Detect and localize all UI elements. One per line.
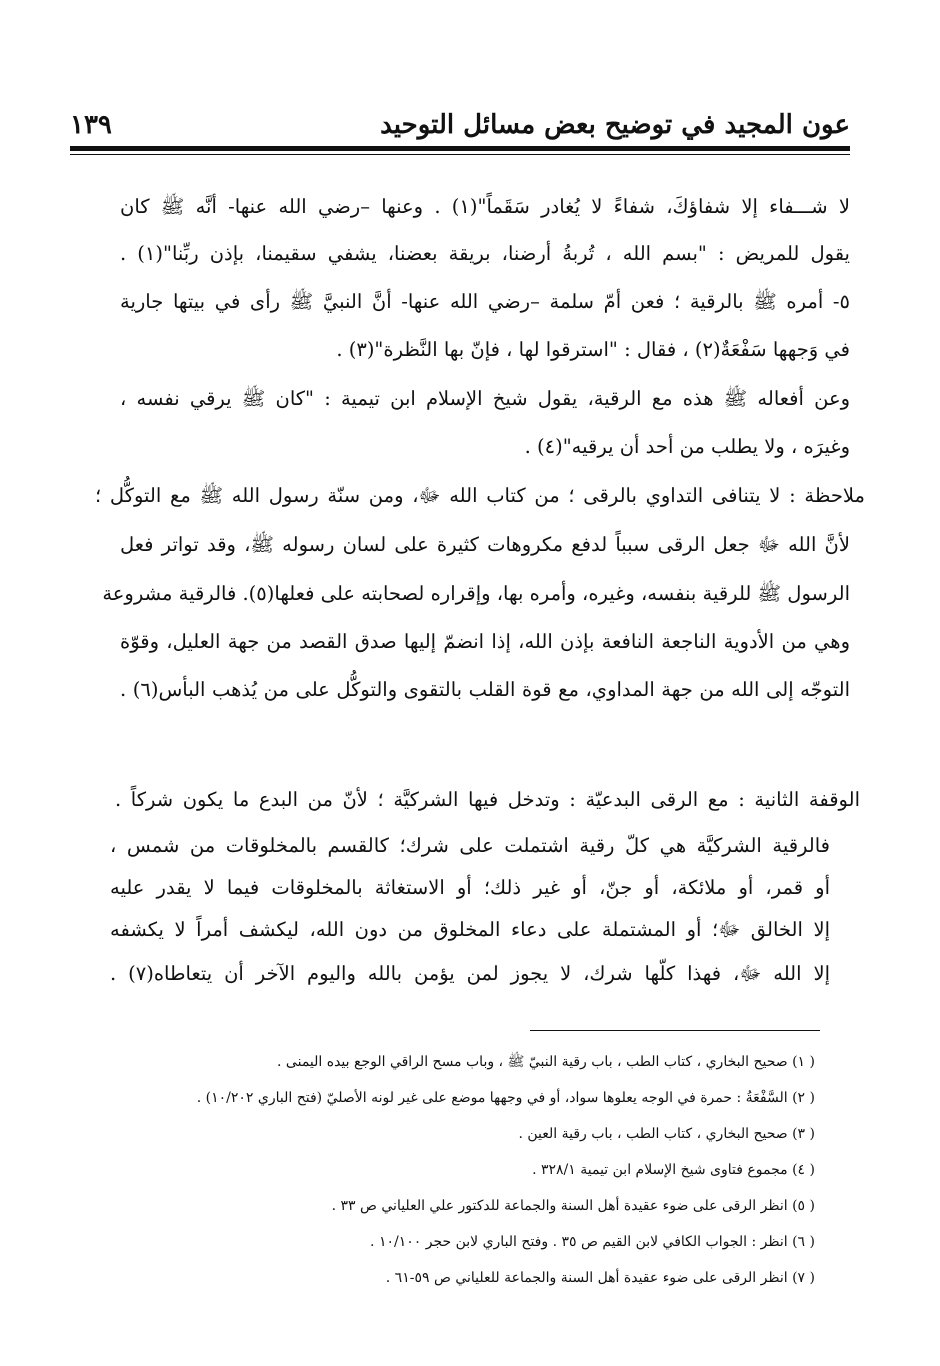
body-line: التوجّه إلى الله من جهة المداوي، مع قوة القلب بالتقوى والتوكُّل على من يُذهب البأس(٦) . xyxy=(120,678,850,701)
footnote: ( ٤) مجموع فتاوى شيخ الإسلام ابن تيمية ٣٢٨/١ . xyxy=(532,1162,815,1178)
header-rule-thick xyxy=(70,146,850,151)
footnote: ( ٣) صحيح البخاري ، كتاب الطب ، باب رقية العين . xyxy=(518,1126,815,1142)
page-header xyxy=(70,100,850,140)
body-line: يقول للمريض : "بسم الله ، تُربةُ أرضنا، بريقة بعضنا، يشفي سقيمنا، بإذن ربِّنا"(١) . xyxy=(120,242,850,265)
body-line: في وَجهها سَفْعَةٌ(٢) ، فقال : "استرقوا لها ، فإنّ بها النَّظرة"(٣) . xyxy=(336,338,850,361)
body-line: أو قمر، أو ملائكة، أو جنّ، أو غير ذلك؛ أو الاستغاثة بالمخلوقات فيما لا يقدر عليه xyxy=(110,876,830,899)
body-line: وغيرَه ، ولا يطلب من أحد أن يرقيه"(٤) . xyxy=(524,435,850,458)
header-rule-thin xyxy=(70,154,850,155)
footnote: ( ١) صحيح البخاري ، كتاب الطب ، باب رقية النبيّ ﷺ ، وباب مسح الراقي الوجع بيده اليمنى . xyxy=(277,1054,815,1070)
footnote: ( ٦) انظر : الجواب الكافي لابن القيم ص ٣٥ . وفتح الباري لابن حجر ١٠/١٠٠ . xyxy=(370,1234,815,1250)
note-line: ملاحظة : لا يتنافى التداوي بالرقى ؛ من كتاب الله ﷻ، ومن سنّة رسول الله ﷺ مع التوكُّل ؛ xyxy=(95,484,865,507)
body-line: فالرقية الشركيَّة هي كلّ رقية اشتملت على شرك؛ كالقسم بالمخلوقات من شمس ، xyxy=(110,834,830,857)
body-line: الرسول ﷺ للرقية بنفسه، وغيره، وأمره بها، وإقراره لصحابته على فعلها(٥). فالرقية مشروعة xyxy=(102,582,850,605)
body-line: إلا الخالق ﷻ؛ أو المشتملة على دعاء المخلوق من دون الله، ليكشف أمراً لا يكشفه xyxy=(110,918,830,941)
body-line: وهي من الأدوية الناجعة النافعة بإذن الله، إذا انضمّ إليها صدق القصد من جهة العليل، وقوّة xyxy=(120,630,850,653)
running-title: عون المجيد في توضيح بعض مسائل التوحيد xyxy=(380,110,850,140)
body-line: لا شـــفاء إلا شفاؤكَ، شفاءً لا يُغادر سَقَماً"(١) . وعنها –رضي الله عنها- أنَّه ﷺ كان xyxy=(120,195,850,218)
footnote: ( ٢) السَّفْعَةُ : حمرة في الوجه يعلوها سواد، أو في وجهها موضع على غير لونه الأصليّ (فتح الباري ١٠/٢٠٢) . xyxy=(196,1090,815,1106)
section-heading-line: الوقفة الثانية : مع الرقى البدعيّة : وتدخل فيها الشركيَّة ؛ لأنّ من البدع ما يكون شركاً . xyxy=(115,788,860,811)
page-number: ١٣٩ xyxy=(70,110,112,140)
footnote-separator xyxy=(530,1030,820,1031)
footnote: ( ٧) انظر الرقى على ضوء عقيدة أهل السنة والجماعة للعلياني ص ٥٩-٦١ . xyxy=(385,1270,815,1286)
body-line: وعن أفعاله ﷺ هذه مع الرقية، يقول شيخ الإسلام ابن تيمية : "كان ﷺ يرقي نفسه ، xyxy=(120,387,850,410)
body-line: إلا الله ﷻ، فهذا كلّها شرك، لا يجوز لمن يؤمن بالله واليوم الآخر أن يتعاطاه(٧) . xyxy=(110,962,831,985)
body-line: لأنَّ الله ﷻ جعل الرقى سبباً لدفع مكروهات كثيرة على لسان رسوله ﷺ، وقد تواتر فعل xyxy=(120,533,850,556)
footnote: ( ٥) انظر الرقى على ضوء عقيدة أهل السنة والجماعة للدكتور علي العلياني ص ٣٣ . xyxy=(331,1198,815,1214)
body-line: ٥- أمره ﷺ بالرقية ؛ فعن أمّ سلمة –رضي الله عنها- أنَّ النبيَّ ﷺ رأى في بيتها جارية xyxy=(120,290,850,313)
